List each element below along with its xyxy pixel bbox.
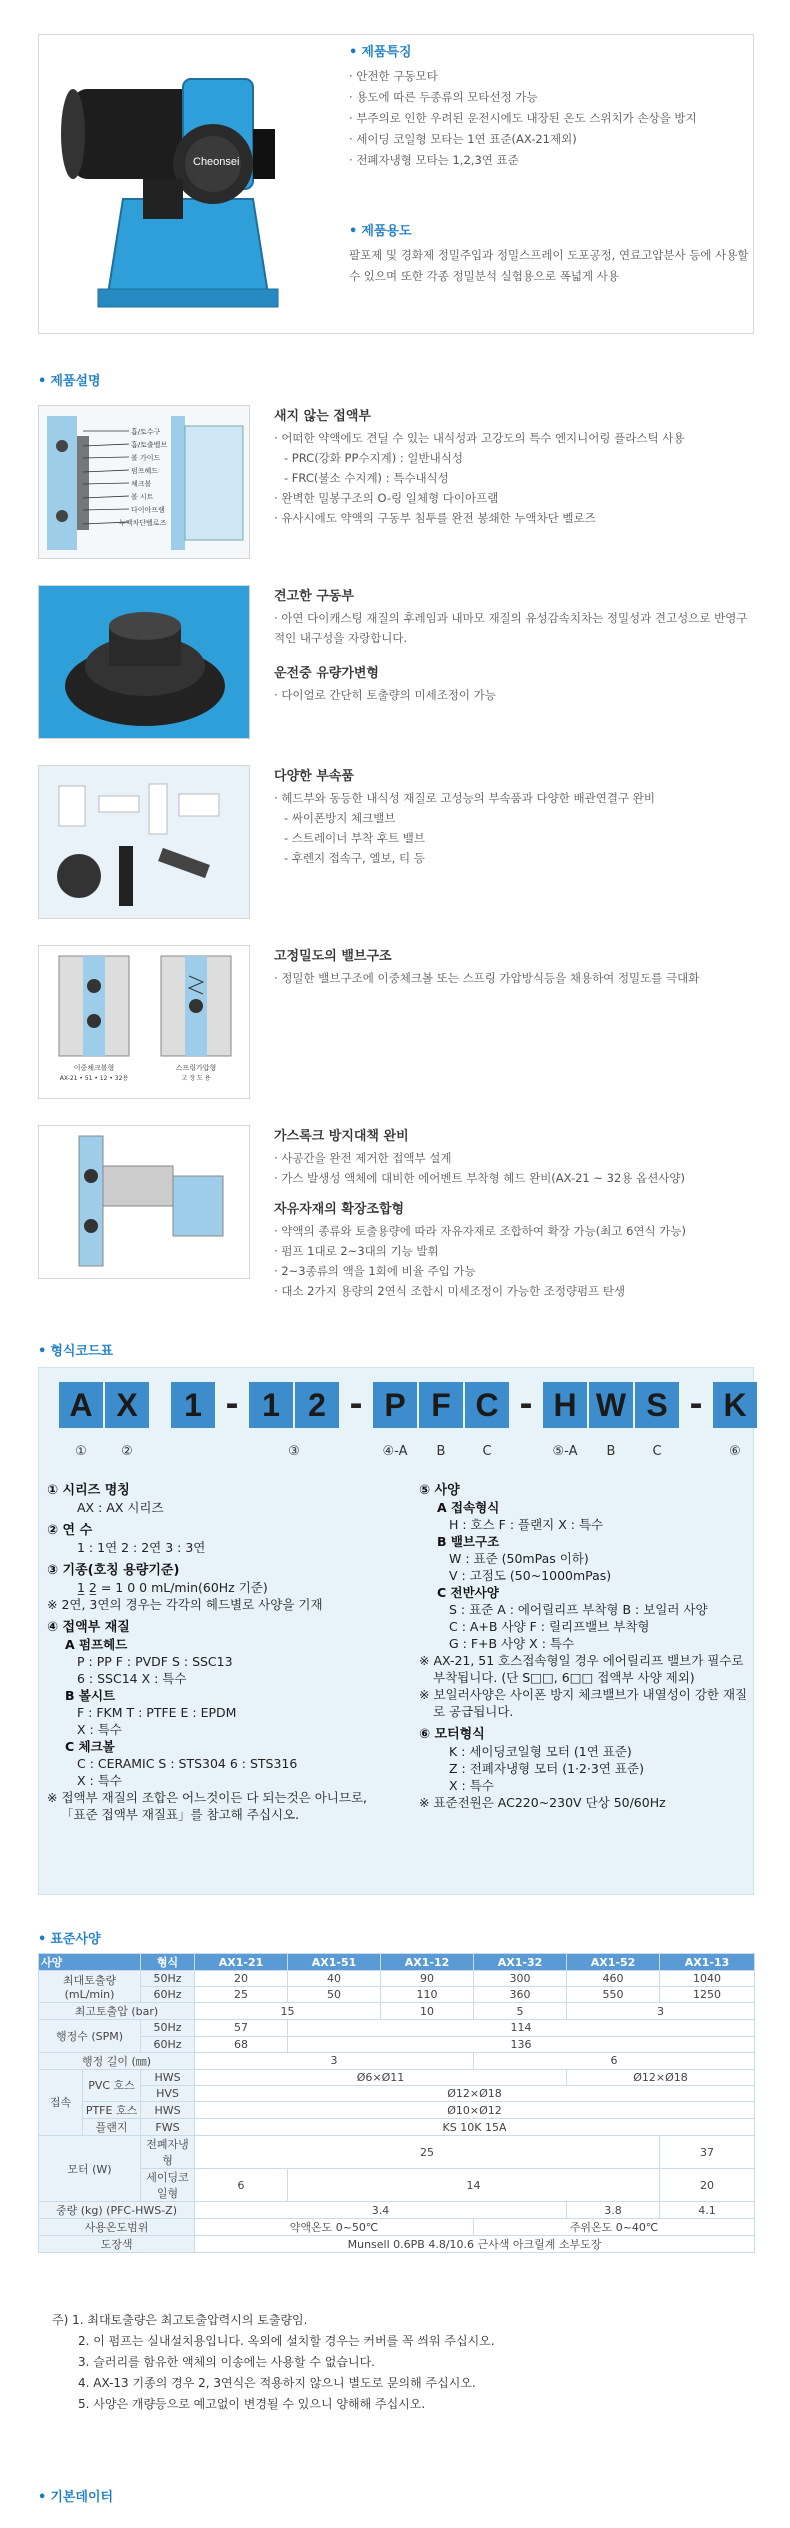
table-cell: 360 <box>474 1987 567 2003</box>
code-line: C 전반사양 <box>437 1585 499 1600</box>
code-heading: ② 연 수 <box>47 1523 93 1538</box>
spec-header: AX1-52 <box>567 1954 660 1971</box>
table-row <box>39 2202 755 2219</box>
code-char: 1 <box>171 1382 215 1428</box>
table-cell: 20 <box>660 2169 755 2202</box>
feature-line: · 정밀한 밸브구조에 이중체크볼 또는 스프링 가압방식등을 채용하여 정밀도를 극대화 <box>274 968 754 988</box>
feature-title: 자유자재의 확장조합형 <box>274 1202 405 1217</box>
table-cell: KS 10K 15A <box>195 2119 755 2136</box>
table-cell: 40 <box>288 1971 381 1987</box>
drive-unit-photo <box>38 585 250 739</box>
code-char: W <box>589 1382 633 1428</box>
spec-notes <box>38 2310 754 2415</box>
feature-subline: - 싸이폰방지 체크밸브 <box>284 811 396 825</box>
code-line: B 볼시트 <box>65 1688 116 1703</box>
table-cell: 136 <box>288 2036 755 2052</box>
code-line: S : 표준 A : 에어릴리프 부착형 B : 보일러 사양 <box>449 1602 708 1617</box>
code-dash: - <box>349 1385 363 1423</box>
table-row <box>39 2169 755 2202</box>
feature-item: · 전폐자냉형 모타는 1,2,3연 표준 <box>349 150 749 171</box>
valve-caption: 고 정 도 용 <box>181 1075 211 1082</box>
table-cell: 37 <box>660 2136 755 2169</box>
table-cell: Ø10×Ø12 <box>195 2102 755 2119</box>
feature-item: · 안전한 구동모타 <box>349 66 749 87</box>
code-label: C <box>652 1444 662 1459</box>
row-code: HWS <box>141 2069 195 2085</box>
spec-header: 사양 <box>39 1954 141 1971</box>
feature-wetted-parts <box>38 405 754 565</box>
feature-text <box>274 405 754 528</box>
basic-data-title: • 기본데이터 <box>38 2486 113 2505</box>
description-title: • 제품설명 <box>38 370 101 389</box>
code-label: ③ <box>288 1444 300 1459</box>
spec-header: AX1-13 <box>660 1954 755 1971</box>
valve-caption: AX-21 • 51 • 12 • 32용 <box>59 1075 129 1082</box>
features-title: • 제품특징 <box>349 41 749 60</box>
feature-line: · 2~3종류의 액을 1회에 비율 주입 가능 <box>274 1261 754 1281</box>
table-cell: 114 <box>288 2020 755 2036</box>
row-code: HVS <box>141 2085 195 2101</box>
spec-header: AX1-51 <box>288 1954 381 1971</box>
code-line: C 체크볼 <box>65 1739 115 1754</box>
spec-header: AX1-12 <box>381 1954 474 1971</box>
code-line: V : 고점도 (50~1000mPas) <box>449 1568 612 1583</box>
code-label: ⑤-A <box>552 1444 578 1459</box>
diagram-label: 볼 가이드 <box>131 454 161 462</box>
table-cell: 10 <box>381 2003 474 2020</box>
feature-item: · 세이딩 코일형 모타는 1연 표준(AX-21제외) <box>349 129 749 150</box>
feature-line: · 완벽한 밀봉구조의 O-링 일체형 다이아프램 <box>274 488 754 508</box>
table-cell: 14 <box>288 2169 660 2202</box>
row-label: 사용온도범위 <box>39 2219 195 2236</box>
row-label: 최대토출량 (mL/min) <box>39 1971 141 2003</box>
valve-caption: 스프링가압형 <box>175 1064 217 1072</box>
code-label: ② <box>121 1444 133 1459</box>
row-label: 행정수 (SPM) <box>39 2020 141 2052</box>
table-cell: 3 <box>195 2052 474 2069</box>
code-label: ④-A <box>382 1444 408 1459</box>
table-cell: 25 <box>195 1987 288 2003</box>
table-cell: 15 <box>195 2003 381 2020</box>
spec-table <box>38 1953 755 2253</box>
table-cell: 약액온도 0~50℃ <box>195 2219 474 2236</box>
table-cell: 3 <box>567 2003 755 2020</box>
row-label: 행정 길이 (㎜) <box>39 2052 195 2069</box>
table-cell: 3.8 <box>567 2202 660 2219</box>
feature-line: · 다이얼로 간단히 토출량의 미세조정이 가능 <box>274 685 754 705</box>
model-code-box <box>38 1367 754 1895</box>
diagram-label: 다이아프램 <box>131 506 165 514</box>
code-dash: - <box>689 1385 703 1423</box>
brand-label: Cheonsei <box>193 156 240 168</box>
feature-title: 고정밀도의 밸브구조 <box>274 949 392 964</box>
spec-header-row <box>39 1954 755 1971</box>
note-item: 4. AX-13 기종의 경우 2, 3연식은 적용하지 않으니 별도로 문의해 주십시오. <box>78 2376 476 2390</box>
code-line: H : 호스 F : 플랜지 X : 특수 <box>449 1517 604 1532</box>
feature-valve <box>38 945 754 1105</box>
table-cell: 90 <box>381 1971 474 1987</box>
row-code: FWS <box>141 2119 195 2136</box>
feature-line: · 펌프 1대로 2~3대의 기능 발휘 <box>274 1241 754 1261</box>
product-hero <box>38 34 754 334</box>
code-char: K <box>713 1382 757 1428</box>
note-item: 3. 슬러리를 함유한 액체의 이송에는 사용할 수 없습니다. <box>78 2355 375 2369</box>
table-cell: Ø12×Ø18 <box>567 2069 755 2085</box>
row-label: 도장색 <box>39 2236 195 2253</box>
table-row: 최대토출량 (mL/min) 50Hz 20 40 90 300 460 1040 <box>39 1971 755 1987</box>
code-label: B <box>436 1444 446 1459</box>
table-row <box>39 2136 755 2169</box>
feature-line: · 약액의 종류와 토출용량에 따라 자유자재로 조합하여 확장 가능(최고 6연식 가능) <box>274 1221 754 1241</box>
feature-line: · 유사시에도 약액의 구동부 침투를 완전 봉쇄한 누액차단 벨로즈 <box>274 508 754 528</box>
diagram-label: 체크볼 <box>131 480 152 488</box>
code-line: A 펌프헤드 <box>65 1637 128 1652</box>
code-heading: ③ 기종(호칭 용량기준) <box>47 1563 180 1578</box>
table-cell: 20 <box>195 1971 288 1987</box>
code-char: P <box>373 1382 417 1428</box>
table-row <box>39 2085 755 2101</box>
row-label: 최고토출압 (bar) <box>39 2003 195 2020</box>
code-line: X : 특수 <box>449 1778 494 1793</box>
feature-title: 견고한 구동부 <box>274 589 354 604</box>
feature-text <box>274 765 754 868</box>
row-code: 전폐자냉형 <box>141 2136 195 2169</box>
code-note: ※ AX-21, 51 호스접속형일 경우 에어릴리프 밸브가 필수로 부착됩니다. (단 S□□, 6□□ 접액부 사양 제외) <box>419 1653 744 1685</box>
code-line: P : PP F : PVDF S : SSC13 <box>77 1654 233 1669</box>
feature-subline: - 후렌지 접속구, 엘보, 티 등 <box>284 851 425 865</box>
code-line: A 접속형식 <box>437 1500 500 1515</box>
usage-text: 팔포제 및 경화제 정밀주입과 정밀스프레이 도포공정, 연료고압분사 등에 사용할 수 있으며 또한 각종 정밀분석 실험용으로 폭넓게 사용 <box>349 248 749 283</box>
code-line: C : A+B 사양 F : 릴리프밸브 부착형 <box>449 1619 650 1634</box>
feature-line: · 대소 2가지 용량의 2연식 조합시 미세조정이 가능한 조정량펌프 탄생 <box>274 1281 754 1301</box>
feature-title: 다양한 부속품 <box>274 769 354 784</box>
table-cell: 460 <box>567 1971 660 1987</box>
row-label: 중량 (kg) (PFC-HWS-Z) <box>39 2202 195 2219</box>
code-line: 1 : 1연 2 : 2연 3 : 3연 <box>77 1540 206 1555</box>
table-cell: 25 <box>195 2136 660 2169</box>
code-line: B 밸브구조 <box>437 1534 500 1549</box>
pump-photo <box>53 49 323 319</box>
code-label: C <box>482 1444 492 1459</box>
row-label: 접속 <box>39 2069 83 2135</box>
row-code: 세이딩코일형 <box>141 2169 195 2202</box>
code-line: K : 세이딩코일형 모터 (1연 표준) <box>449 1744 632 1759</box>
row-label: 플랜지 <box>83 2119 141 2136</box>
code-heading: ④ 접액부 재질 <box>47 1620 130 1635</box>
table-cell: 1040 <box>660 1971 755 1987</box>
code-label: ⑥ <box>729 1444 741 1459</box>
accessories-photo <box>38 765 250 919</box>
code-char: F <box>419 1382 463 1428</box>
feature-title: 새지 않는 접액부 <box>274 409 371 424</box>
code-line: 1̲ 2̲ = 1 0 0 mL/min(60Hz 기준) <box>77 1580 268 1595</box>
table-cell: Ø12×Ø18 <box>195 2085 755 2101</box>
valve-caption: 이중체크볼형 <box>73 1064 115 1072</box>
diagram-label: 펌프헤드 <box>131 467 159 475</box>
spec-header: AX1-21 <box>195 1954 288 1971</box>
table-row <box>39 2003 755 2020</box>
code-heading: ⑥ 모터형식 <box>419 1727 485 1742</box>
code-line: C : CERAMIC S : STS304 6 : STS316 <box>77 1756 298 1771</box>
feature-text <box>274 1125 754 1301</box>
code-char: S <box>635 1382 679 1428</box>
table-row: 60Hz 68 136 <box>39 2036 755 2052</box>
table-cell: Ø6×Ø11 <box>195 2069 567 2085</box>
table-cell: 1250 <box>660 1987 755 2003</box>
table-cell: 3.4 <box>195 2202 567 2219</box>
code-char: X <box>105 1382 149 1428</box>
code-line: G : F+B 사양 X : 특수 <box>449 1636 575 1651</box>
table-row <box>39 2052 755 2069</box>
wetted-parts-diagram <box>38 405 250 559</box>
feature-title: 가스록크 방지대책 완비 <box>274 1129 409 1144</box>
code-line: 6 : SSC14 X : 특수 <box>77 1671 187 1686</box>
feature-line: · 아연 다이캐스팅 재질의 후레임과 내마모 재질의 유성감속치차는 정밀성과 견고성으로 반영구적인 내구성을 자랑합니다. <box>274 608 754 648</box>
code-label: ① <box>75 1444 87 1459</box>
code-right-column <box>419 1476 749 1811</box>
note-item: 주) 1. 최대토출량은 최고토출압력시의 토출량임. <box>52 2313 308 2327</box>
feature-drive <box>38 585 754 745</box>
diagram-label: 볼 시트 <box>131 493 154 501</box>
note-item: 5. 사양은 개량등으로 예고없이 변경될 수 있으니 양해해 주십시오. <box>78 2397 426 2411</box>
feature-line: · 어떠한 약액에도 견딜 수 있는 내식성과 고강도의 특수 엔지니어링 플라스틱 사용 <box>274 428 754 448</box>
row-code: HWS <box>141 2102 195 2119</box>
feature-subline: - FRC(불소 수지계) : 특수내식성 <box>284 471 449 485</box>
features-block <box>349 41 749 171</box>
code-line: X : 특수 <box>77 1773 122 1788</box>
table-row <box>39 2102 755 2119</box>
diagram-label: 누액차단벨로즈 <box>119 519 167 527</box>
spec-header: AX1-32 <box>474 1954 567 1971</box>
row-label: PTFE 호스 <box>83 2102 141 2119</box>
table-cell: 4.1 <box>660 2202 755 2219</box>
code-char: A <box>59 1382 103 1428</box>
feature-line: · 사공간을 완전 제거한 접액부 설계 <box>274 1148 754 1168</box>
code-note: ※ 접액부 재질의 조합은 어느것이든 다 되는것은 아니므로, 「표준 접액부 재질표」를 참고해 주십시오. <box>47 1790 367 1822</box>
table-row <box>39 2236 755 2253</box>
table-cell: 550 <box>567 1987 660 2003</box>
table-row: 60Hz 25 50 110 360 550 1250 <box>39 1987 755 2003</box>
note-item: 2. 이 펌프는 실내설치용입니다. 옥외에 설치할 경우는 커버를 꼭 씌워 주십시오. <box>78 2334 495 2348</box>
table-cell: 6 <box>474 2052 755 2069</box>
usage-title: • 제품용도 <box>349 220 749 239</box>
feature-subline: - PRC(강화 PP수지계) : 일반내식성 <box>284 451 463 465</box>
code-line: Z : 전폐자냉형 모터 (1·2·3연 표준) <box>449 1761 644 1776</box>
table-cell: 5 <box>474 2003 567 2020</box>
table-cell: 300 <box>474 1971 567 1987</box>
table-cell: Munsell 0.6PB 4.8/10.6 근사색 아크릴계 소부도장 <box>195 2236 755 2253</box>
usage-block <box>349 220 749 287</box>
table-cell: 6 <box>195 2169 288 2202</box>
table-cell: 110 <box>381 1987 474 2003</box>
code-heading: ⑤ 사양 <box>419 1483 460 1498</box>
code-note: ※ 보일러사양은 사이폰 방지 체크밸브가 내열성이 강한 재질로 공급됩니다. <box>419 1687 748 1719</box>
table-cell: 57 <box>195 2020 288 2036</box>
feature-title: 운전중 유량가변형 <box>274 666 379 681</box>
feature-item: · 부주의로 인한 우려된 운전시에도 내장된 온도 스위치가 손상을 방지 <box>349 108 749 129</box>
table-cell: 주위온도 0~40℃ <box>474 2219 755 2236</box>
spec-title: • 표준사양 <box>38 1928 101 1947</box>
diagram-label: 흡/토수구 <box>131 428 161 436</box>
table-row: 행정수 (SPM) 50Hz 57 114 <box>39 2020 755 2036</box>
code-dash: - <box>225 1385 239 1423</box>
diagram-label: 흡/토출밸브 <box>131 441 168 449</box>
code-char: 1 <box>249 1382 293 1428</box>
table-row <box>39 2119 755 2136</box>
code-left-column <box>47 1476 387 1823</box>
code-line: X : 특수 <box>77 1722 122 1737</box>
feature-subline: - 스트레이너 부착 후트 밸브 <box>284 831 425 845</box>
feature-gaslock <box>38 1125 754 1325</box>
code-label: B <box>606 1444 616 1459</box>
code-heading: ① 시리즈 명칭 <box>47 1483 130 1498</box>
row-label: PVC 호스 <box>83 2069 141 2101</box>
feature-text <box>274 585 754 705</box>
table-cell: 50 <box>288 1987 381 2003</box>
code-char: H <box>543 1382 587 1428</box>
code-title: • 형식코드표 <box>38 1340 113 1359</box>
code-note: ※ 표준전원은 AC220~230V 단상 50/60Hz <box>419 1795 666 1810</box>
table-row <box>39 2219 755 2236</box>
table-cell: 68 <box>195 2036 288 2052</box>
feature-accessories <box>38 765 754 925</box>
code-char: C <box>465 1382 509 1428</box>
spec-header: 형식 <box>141 1954 195 1971</box>
code-note: ※ 2연, 3연의 경우는 각각의 헤드별로 사양을 기재 <box>47 1597 323 1612</box>
code-line: AX : AX 시리즈 <box>77 1500 164 1515</box>
code-line: F : FKM T : PTFE E : EPDM <box>77 1705 237 1720</box>
feature-line: · 헤드부와 동등한 내식성 재질로 고성능의 부속품과 다양한 배관연결구 완비 <box>274 788 754 808</box>
code-char: 2 <box>295 1382 339 1428</box>
feature-text <box>274 945 754 988</box>
valve-diagram <box>38 945 250 1099</box>
row-label: 모터 (W) <box>39 2136 141 2202</box>
code-line: W : 표준 (50mPas 이하) <box>449 1551 589 1566</box>
code-dash: - <box>519 1385 533 1423</box>
feature-line: · 가스 발생성 액체에 대비한 에어벤트 부착형 헤드 완비(AX-21 ~ 32용 옵션사양) <box>274 1168 754 1188</box>
table-row <box>39 2069 755 2085</box>
gaslock-diagram <box>38 1125 250 1279</box>
feature-item: · 용도에 따른 두종류의 모타선정 가능 <box>349 87 749 108</box>
